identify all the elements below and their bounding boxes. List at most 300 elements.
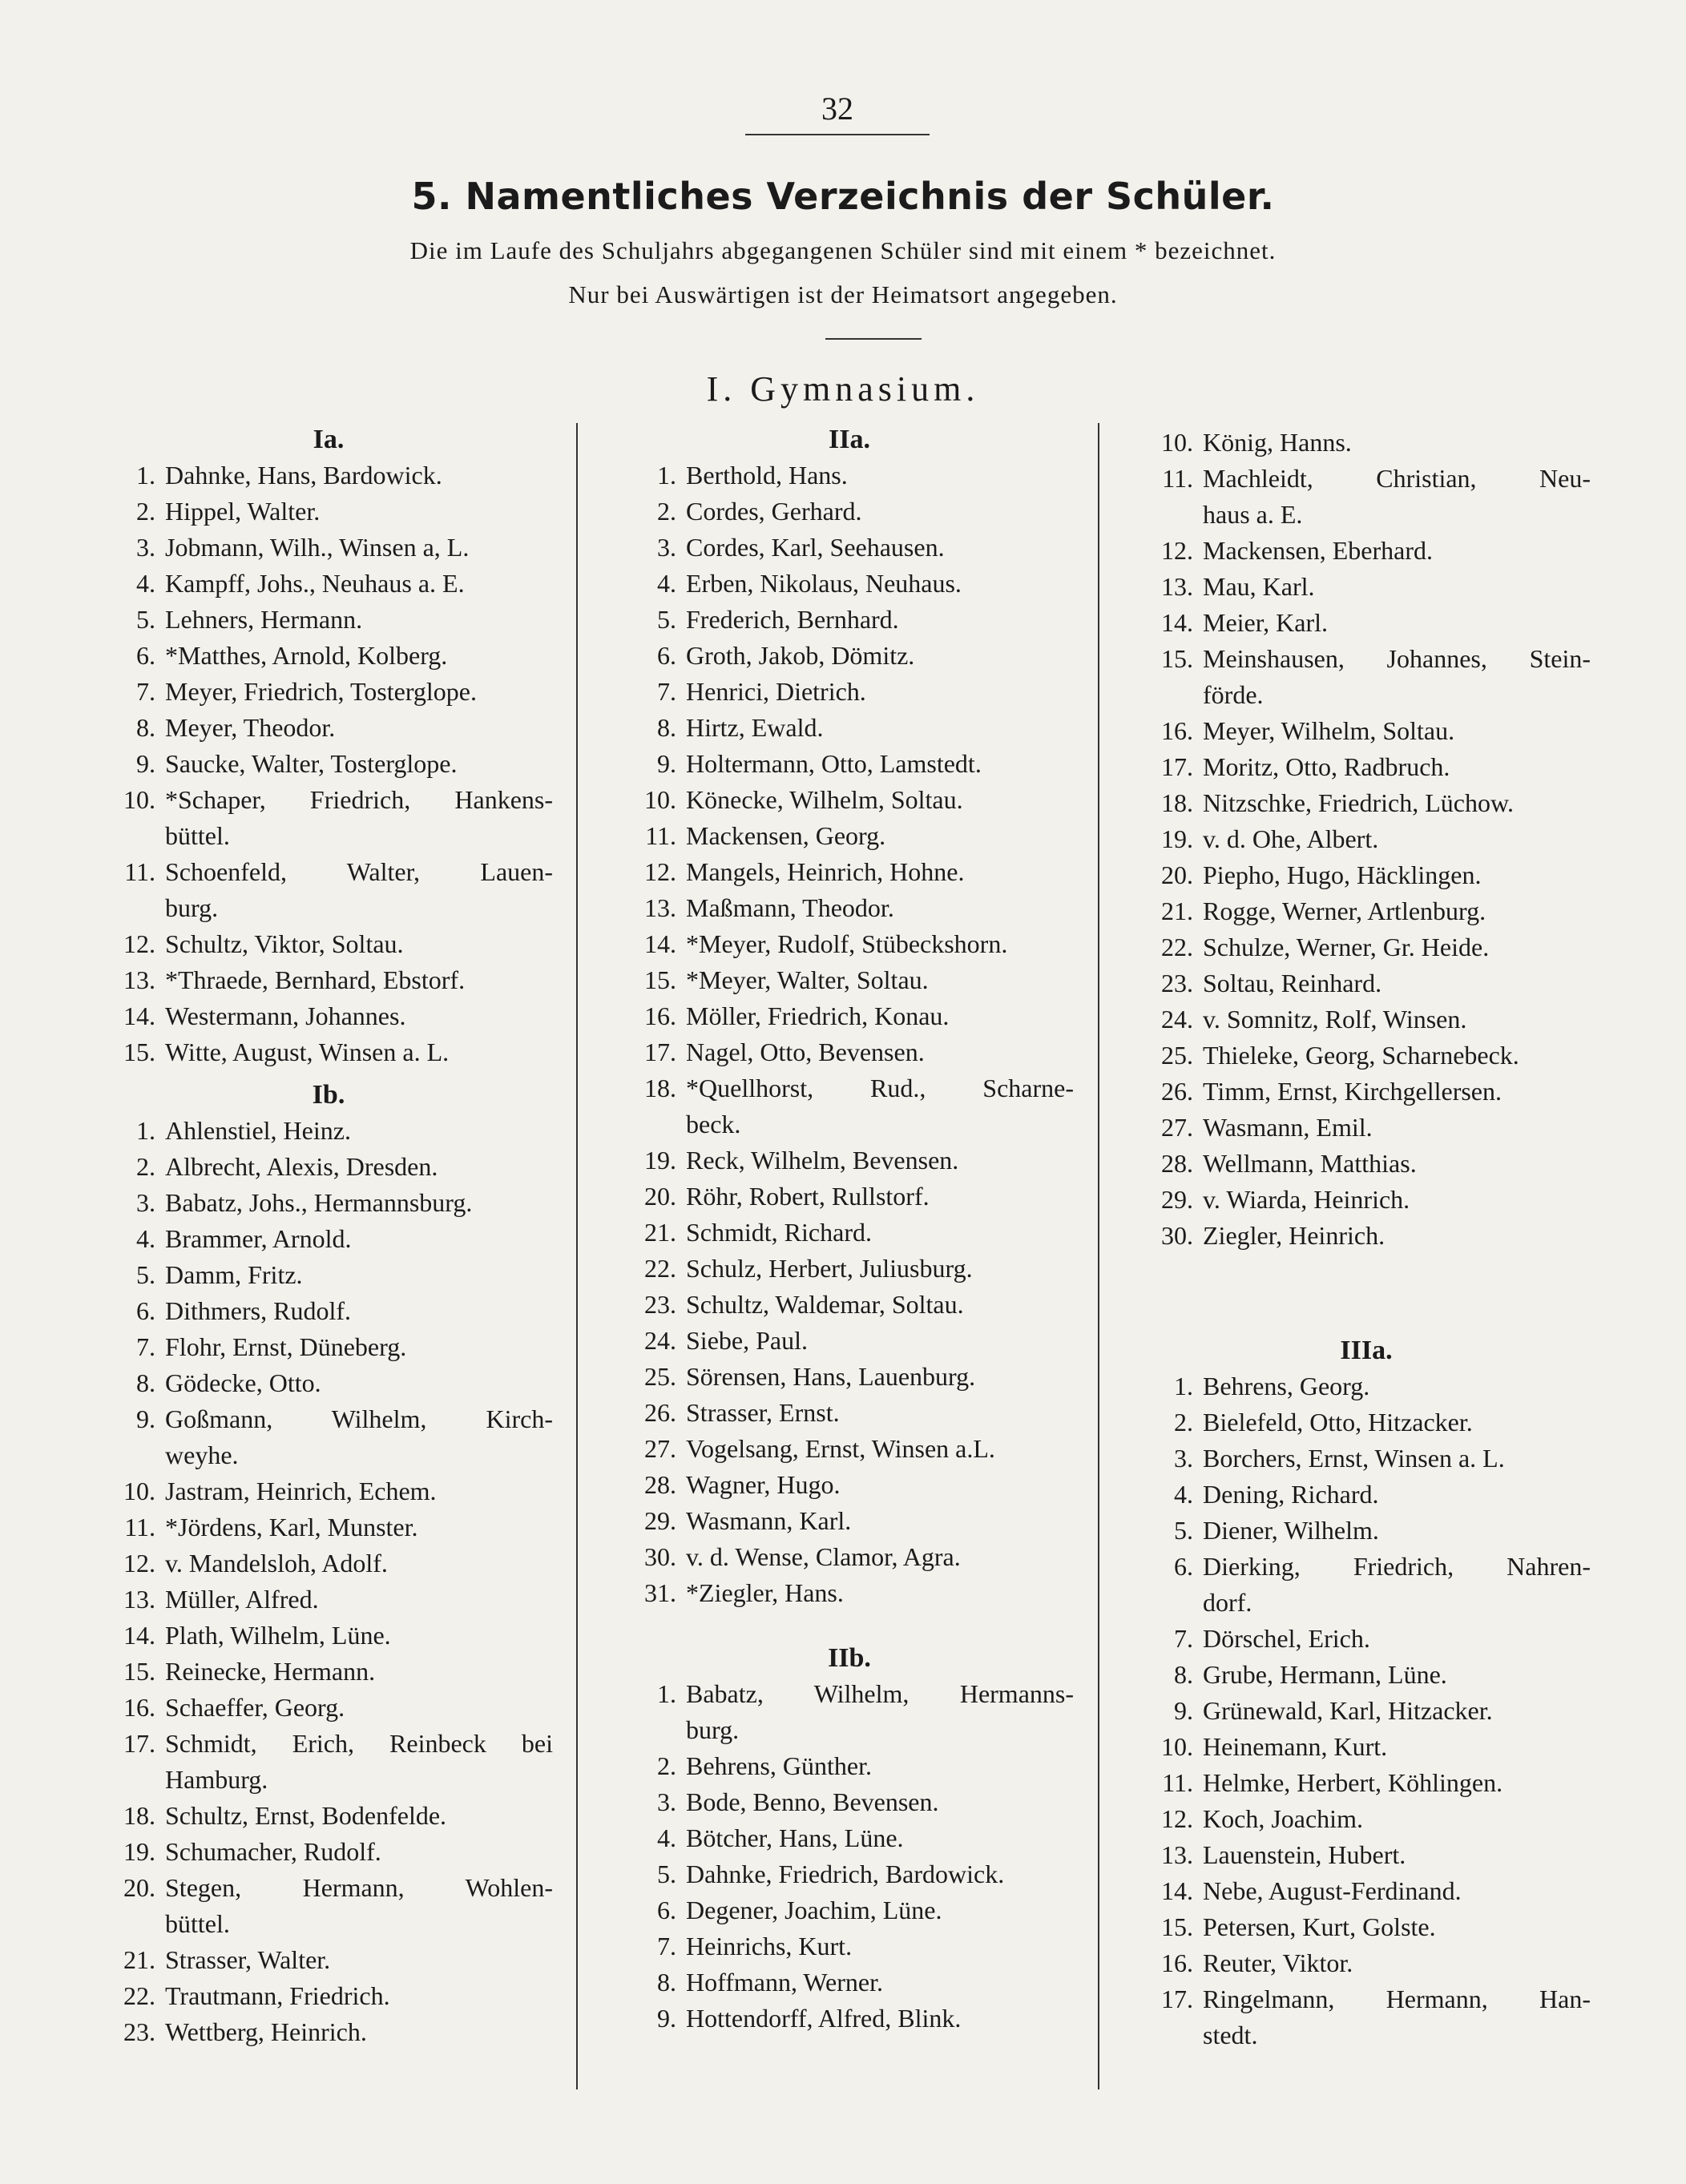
student-entry xyxy=(625,1215,1074,1251)
student-entry xyxy=(104,1293,553,1329)
student-entry xyxy=(625,2001,1074,2037)
entry-number: 13. xyxy=(1161,572,1193,601)
entry-text: Grünewald, Karl, Hitzacker. xyxy=(1203,1696,1493,1725)
entry-text: Dörschel, Erich. xyxy=(1203,1624,1370,1653)
student-entry xyxy=(104,854,553,890)
student-entry xyxy=(625,1431,1074,1467)
entry-number: 5. xyxy=(136,1260,155,1289)
entry-number: 26. xyxy=(1161,1077,1193,1106)
entry-text: Schulz, Herbert, Juliusburg. xyxy=(686,1254,973,1283)
student-entry xyxy=(104,457,553,494)
student-entry xyxy=(1142,1765,1591,1801)
student-entry xyxy=(625,710,1074,746)
entry-number: 26. xyxy=(644,1398,676,1427)
entry-text: Hirtz, Ewald. xyxy=(686,713,824,742)
student-entry xyxy=(104,602,553,638)
student-entry xyxy=(1142,569,1591,605)
entry-number: 10. xyxy=(1161,1732,1193,1761)
entry-text: Goßmann, Wilhelm, Kirch- xyxy=(165,1404,553,1433)
student-entry xyxy=(625,746,1074,782)
entry-number: 13. xyxy=(123,1585,155,1614)
entry-number: 6. xyxy=(136,641,155,670)
student-entry xyxy=(104,1978,553,2014)
entry-number: 22. xyxy=(123,1981,155,2010)
entry-number: 27. xyxy=(644,1434,676,1463)
student-entry xyxy=(625,1892,1074,1928)
entry-number: 10. xyxy=(1161,428,1193,457)
student-entry xyxy=(104,1034,553,1070)
entry-text: Timm, Ernst, Kirchgellersen. xyxy=(1203,1077,1502,1106)
student-entry xyxy=(104,746,553,782)
entry-number: 4. xyxy=(657,1823,676,1852)
student-entry xyxy=(625,1856,1074,1892)
entry-number: 4. xyxy=(1174,1480,1193,1509)
student-entry xyxy=(625,854,1074,890)
entry-text: *Meyer, Rudolf, Stübeckshorn. xyxy=(686,929,1008,958)
entry-text: Nitzschke, Friedrich, Lüchow. xyxy=(1203,788,1515,817)
entry-continuation: haus a. E. xyxy=(1203,500,1303,529)
entry-number: 25. xyxy=(644,1362,676,1391)
entry-text: Dening, Richard. xyxy=(1203,1480,1379,1509)
student-entry xyxy=(1142,425,1591,461)
class-list-iia-continued xyxy=(1142,425,1591,1254)
entry-number: 3. xyxy=(657,1787,676,1816)
section-title: I. Gymnasium. xyxy=(706,369,980,409)
entry-number: 20. xyxy=(1161,860,1193,889)
entry-number: 19. xyxy=(1161,824,1193,853)
student-entry xyxy=(625,1503,1074,1539)
entry-number: 1. xyxy=(657,1679,676,1708)
entry-number: 14. xyxy=(1161,1876,1193,1905)
entry-number: 20. xyxy=(123,1873,155,1902)
entry-text: Gödecke, Otto. xyxy=(165,1368,321,1397)
entry-number: 2. xyxy=(657,1751,676,1780)
entry-continuation: büttel. xyxy=(165,821,230,850)
student-entry xyxy=(1142,1873,1591,1909)
entry-number: 22. xyxy=(1161,933,1193,961)
entry-number: 30. xyxy=(1161,1221,1193,1250)
entry-number: 7. xyxy=(657,677,676,706)
entry-number: 6. xyxy=(657,1896,676,1924)
entry-continuation: burg. xyxy=(165,893,219,922)
entry-number: 18. xyxy=(123,1801,155,1830)
entry-text: Schoenfeld, Walter, Lauen- xyxy=(165,857,553,886)
class-heading-iia: IIa. xyxy=(829,425,870,454)
entry-text: Cordes, Gerhard. xyxy=(686,497,862,526)
entry-text: Reck, Wilhelm, Bevensen. xyxy=(686,1146,959,1175)
entry-number: 4. xyxy=(136,1224,155,1253)
entry-text: v. d. Wense, Clamor, Agra. xyxy=(686,1542,961,1571)
entry-text: Babatz, Wilhelm, Hermanns- xyxy=(686,1679,1074,1708)
entry-text: Könecke, Wilhelm, Soltau. xyxy=(686,785,963,814)
entry-text: Schmidt, Erich, Reinbeck bei xyxy=(165,1729,553,1758)
entry-number: 4. xyxy=(136,569,155,598)
entry-continuation: Hamburg. xyxy=(165,1765,268,1794)
spacer xyxy=(1142,1254,1591,1290)
entry-text: Cordes, Karl, Seehausen. xyxy=(686,533,945,562)
entry-text: Lauenstein, Hubert. xyxy=(1203,1840,1406,1869)
entry-text: Soltau, Reinhard. xyxy=(1203,969,1382,997)
entry-text: Ziegler, Heinrich. xyxy=(1203,1221,1386,1250)
class-list-iiia xyxy=(1142,1368,1591,2053)
student-entry xyxy=(1142,1404,1591,1441)
student-entry xyxy=(104,1582,553,1618)
student-entry xyxy=(104,2014,553,2050)
entry-number: 15. xyxy=(123,1038,155,1066)
entry-number: 3. xyxy=(136,533,155,562)
student-entry xyxy=(1142,965,1591,1001)
entry-text: Wettberg, Heinrich. xyxy=(165,2017,367,2046)
entry-text: Flohr, Ernst, Düneberg. xyxy=(165,1332,407,1361)
entry-text: Hoffmann, Werner. xyxy=(686,1968,883,1997)
entry-text: Schultz, Ernst, Bodenfelde. xyxy=(165,1801,447,1830)
entry-text: Ringelmann, Hermann, Han- xyxy=(1203,1985,1591,2013)
entry-text: v. d. Ohe, Albert. xyxy=(1203,824,1379,853)
entry-number: 13. xyxy=(1161,1840,1193,1869)
entry-number: 5. xyxy=(657,1860,676,1888)
entry-text: Machleidt, Christian, Neu- xyxy=(1203,464,1591,493)
entry-text: Jobmann, Wilh., Winsen a, L. xyxy=(165,533,470,562)
entry-text: Piepho, Hugo, Häcklingen. xyxy=(1203,860,1482,889)
student-entry xyxy=(625,1964,1074,2001)
student-entry xyxy=(1142,1477,1591,1513)
student-entry xyxy=(104,566,553,602)
entry-text: Helmke, Herbert, Köhlingen. xyxy=(1203,1768,1503,1797)
student-entry xyxy=(1142,533,1591,569)
entry-number: 11. xyxy=(124,857,155,886)
student-entry xyxy=(104,926,553,962)
entry-continuation: stedt. xyxy=(1203,2021,1258,2049)
student-entry xyxy=(1142,893,1591,929)
entry-number: 29. xyxy=(644,1506,676,1535)
student-entry xyxy=(625,1323,1074,1359)
student-entry xyxy=(625,962,1074,998)
student-entry xyxy=(1142,641,1591,677)
entry-text: Hottendorff, Alfred, Blink. xyxy=(686,2004,962,2033)
entry-number: 19. xyxy=(644,1146,676,1175)
class-list-iib xyxy=(625,1676,1074,2037)
student-entry xyxy=(104,1654,553,1690)
entry-number: 18. xyxy=(1161,788,1193,817)
entry-text: Heinemann, Kurt. xyxy=(1203,1732,1388,1761)
entry-text: Ahlenstiel, Heinz. xyxy=(165,1116,351,1145)
student-entry xyxy=(104,1221,553,1257)
student-entry xyxy=(104,1113,553,1149)
entry-text: Sörensen, Hans, Lauenburg. xyxy=(686,1362,976,1391)
student-entry xyxy=(1142,1001,1591,1038)
entry-number: 16. xyxy=(1161,716,1193,745)
student-entry xyxy=(1142,1729,1591,1765)
entry-text: Diener, Wilhelm. xyxy=(1203,1516,1379,1545)
entry-text: Lehners, Hermann. xyxy=(165,605,363,634)
entry-number: 9. xyxy=(1174,1696,1193,1725)
student-entry xyxy=(625,1467,1074,1503)
entry-number: 5. xyxy=(136,605,155,634)
entry-continuation: dorf. xyxy=(1203,1588,1252,1617)
student-entry xyxy=(625,1179,1074,1215)
entry-number: 18. xyxy=(644,1074,676,1102)
entry-number: 2. xyxy=(136,1152,155,1181)
entry-number: 12. xyxy=(123,1549,155,1578)
entry-text: Nagel, Otto, Bevensen. xyxy=(686,1038,925,1066)
student-entry xyxy=(104,1149,553,1185)
class-heading-iib: IIb. xyxy=(828,1643,871,1673)
entry-text: Behrens, Georg. xyxy=(1203,1372,1370,1400)
student-entry xyxy=(1142,1945,1591,1981)
entry-text: Dahnke, Friedrich, Bardowick. xyxy=(686,1860,1005,1888)
entry-number: 11. xyxy=(645,821,676,850)
entry-number: 19. xyxy=(123,1837,155,1866)
entry-number: 15. xyxy=(644,965,676,994)
student-entry xyxy=(1142,1218,1591,1254)
student-entry xyxy=(1142,1549,1591,1585)
entry-text: Groth, Jakob, Dömitz. xyxy=(686,641,915,670)
student-entry xyxy=(1142,1657,1591,1693)
entry-text: Wasmann, Emil. xyxy=(1203,1113,1373,1142)
student-entry xyxy=(1142,857,1591,893)
entry-text: Strasser, Walter. xyxy=(165,1945,331,1974)
student-entry xyxy=(1142,1909,1591,1945)
student-entry xyxy=(104,1473,553,1509)
student-entry xyxy=(625,1395,1074,1431)
student-entry xyxy=(625,1676,1074,1712)
column-1 xyxy=(104,425,553,2050)
student-entry xyxy=(104,1509,553,1545)
student-entry xyxy=(1142,1441,1591,1477)
entry-text: Strasser, Ernst. xyxy=(686,1398,840,1427)
entry-number: 12. xyxy=(1161,536,1193,565)
entry-number: 1. xyxy=(136,1116,155,1145)
student-entry xyxy=(104,530,553,566)
subtitle-note-departed: Die im Laufe des Schuljahrs abgegangenen Schüler sind mit einem * bezeichnet. xyxy=(409,236,1277,264)
entry-number: 5. xyxy=(657,605,676,634)
entry-number: 6. xyxy=(657,641,676,670)
student-entry xyxy=(104,1690,553,1726)
entry-text: Dahnke, Hans, Bardowick. xyxy=(165,461,442,490)
class-heading-ib: Ib. xyxy=(312,1080,345,1110)
entry-number: 22. xyxy=(644,1254,676,1283)
entry-text: Bötcher, Hans, Lüne. xyxy=(686,1823,904,1852)
entry-number: 10. xyxy=(644,785,676,814)
entry-text: Berthold, Hans. xyxy=(686,461,848,490)
class-heading-iiia: IIIa. xyxy=(1340,1336,1393,1365)
entry-text: Frederich, Bernhard. xyxy=(686,605,899,634)
entry-text: Siebe, Paul. xyxy=(686,1326,808,1355)
student-entry xyxy=(1142,749,1591,785)
student-entry xyxy=(1142,929,1591,965)
student-entry xyxy=(104,1798,553,1834)
student-entry xyxy=(625,782,1074,818)
student-entry xyxy=(104,1185,553,1221)
entry-number: 16. xyxy=(644,1001,676,1030)
entry-text: Moritz, Otto, Radbruch. xyxy=(1203,752,1450,781)
entry-number: 13. xyxy=(644,893,676,922)
entry-text: Westermann, Johannes. xyxy=(165,1001,406,1030)
student-entry xyxy=(625,1928,1074,1964)
entry-number: 17. xyxy=(1161,752,1193,781)
entry-text: Witte, August, Winsen a. L. xyxy=(165,1038,450,1066)
entry-number: 13. xyxy=(123,965,155,994)
entry-number: 6. xyxy=(136,1296,155,1325)
student-entry xyxy=(1142,1981,1591,2017)
entry-text: Meier, Karl. xyxy=(1203,608,1328,637)
student-entry xyxy=(104,1942,553,1978)
student-entry xyxy=(1142,1146,1591,1182)
spacer xyxy=(1142,1290,1591,1326)
entry-text: Kampff, Johs., Neuhaus a. E. xyxy=(165,569,465,598)
entry-text: Röhr, Robert, Rullstorf. xyxy=(686,1182,930,1211)
student-entry xyxy=(104,1257,553,1293)
entry-number: 15. xyxy=(1161,644,1193,673)
entry-text: Erben, Nikolaus, Neuhaus. xyxy=(686,569,962,598)
entry-number: 11. xyxy=(1162,464,1193,493)
student-entry xyxy=(104,1870,553,1906)
entry-continuation: weyhe. xyxy=(165,1441,239,1469)
student-entry xyxy=(1142,713,1591,749)
entry-number: 9. xyxy=(657,749,676,778)
entry-text: *Thraede, Bernhard, Ebstorf. xyxy=(165,965,466,994)
title-rule xyxy=(825,338,922,340)
entry-number: 15. xyxy=(1161,1912,1193,1941)
entry-text: *Matthes, Arnold, Kolberg. xyxy=(165,641,448,670)
entry-number: 8. xyxy=(136,1368,155,1397)
entry-number: 3. xyxy=(136,1188,155,1217)
entry-number: 14. xyxy=(644,929,676,958)
subtitle-note-hometown: Nur bei Auswärtigen ist der Heimatsort angegeben. xyxy=(568,280,1118,308)
student-entry xyxy=(625,602,1074,638)
student-entry xyxy=(1142,785,1591,821)
entry-number: 16. xyxy=(1161,1948,1193,1977)
student-entry xyxy=(625,494,1074,530)
student-entry xyxy=(1142,1693,1591,1729)
entry-text: Reuter, Viktor. xyxy=(1203,1948,1353,1977)
entry-number: 8. xyxy=(136,713,155,742)
entry-text: v. Mandelsloh, Adolf. xyxy=(165,1549,388,1578)
entry-text: Maßmann, Theodor. xyxy=(686,893,894,922)
entry-number: 27. xyxy=(1161,1113,1193,1142)
entry-number: 10. xyxy=(123,1477,155,1505)
student-entry xyxy=(625,566,1074,602)
entry-text: Heinrichs, Kurt. xyxy=(686,1932,853,1960)
entry-number: 4. xyxy=(657,569,676,598)
entry-number: 28. xyxy=(644,1470,676,1499)
entry-number: 11. xyxy=(124,1513,155,1541)
entry-continuation: burg. xyxy=(686,1715,740,1744)
entry-text: Hippel, Walter. xyxy=(165,497,321,526)
entry-number: 14. xyxy=(123,1621,155,1650)
entry-text: Bode, Benno, Bevensen. xyxy=(686,1787,939,1816)
entry-number: 3. xyxy=(1174,1444,1193,1473)
student-entry xyxy=(625,1251,1074,1287)
entry-number: 9. xyxy=(136,749,155,778)
student-entry xyxy=(625,1034,1074,1070)
entry-number: 10. xyxy=(123,785,155,814)
column-3 xyxy=(1142,425,1591,2053)
entry-text: Schulze, Werner, Gr. Heide. xyxy=(1203,933,1490,961)
column-divider-1 xyxy=(576,423,578,2089)
entry-number: 23. xyxy=(644,1290,676,1319)
entry-text: Damm, Fritz. xyxy=(165,1260,303,1289)
entry-text: Bielefeld, Otto, Hitzacker. xyxy=(1203,1408,1473,1437)
entry-number: 14. xyxy=(123,1001,155,1030)
entry-text: Jastram, Heinrich, Echem. xyxy=(165,1477,437,1505)
entry-number: 2. xyxy=(1174,1408,1193,1437)
entry-text: Degener, Joachim, Lüne. xyxy=(686,1896,942,1924)
student-entry xyxy=(1142,1801,1591,1837)
entry-text: Schmidt, Richard. xyxy=(686,1218,872,1247)
entry-text: Dithmers, Rudolf. xyxy=(165,1296,351,1325)
entry-number: 5. xyxy=(1174,1516,1193,1545)
entry-number: 1. xyxy=(1174,1372,1193,1400)
entry-text: Mackensen, Georg. xyxy=(686,821,886,850)
student-entry xyxy=(1142,821,1591,857)
entry-text: Nebe, August-Ferdinand. xyxy=(1203,1876,1462,1905)
student-entry xyxy=(1142,1038,1591,1074)
entry-text: Mau, Karl. xyxy=(1203,572,1315,601)
entry-number: 21. xyxy=(644,1218,676,1247)
page-number: 32 xyxy=(745,90,930,135)
class-list-ib xyxy=(104,1113,553,2050)
entry-number: 23. xyxy=(1161,969,1193,997)
entry-text: Möller, Friedrich, Konau. xyxy=(686,1001,950,1030)
class-heading-ia: Ia. xyxy=(313,425,345,454)
entry-number: 1. xyxy=(657,461,676,490)
student-entry xyxy=(1142,1837,1591,1873)
entry-text: Plath, Wilhelm, Lüne. xyxy=(165,1621,391,1650)
student-entry xyxy=(625,1287,1074,1323)
entry-text: Saucke, Walter, Tosterglope. xyxy=(165,749,458,778)
entry-continuation: förde. xyxy=(1203,680,1264,709)
page-title: 5. Namentliches Verzeichnis der Schüler. xyxy=(411,175,1275,218)
entry-number: 30. xyxy=(644,1542,676,1571)
student-entry xyxy=(104,1401,553,1437)
entry-text: Albrecht, Alexis, Dresden. xyxy=(165,1152,438,1181)
entry-number: 24. xyxy=(644,1326,676,1355)
student-entry xyxy=(625,1359,1074,1395)
entry-number: 17. xyxy=(644,1038,676,1066)
entry-text: Schultz, Waldemar, Soltau. xyxy=(686,1290,964,1319)
entry-text: Rogge, Werner, Artlenburg. xyxy=(1203,897,1486,925)
student-entry xyxy=(104,1365,553,1401)
entry-number: 12. xyxy=(123,929,155,958)
class-list-iia xyxy=(625,457,1074,1611)
entry-number: 17. xyxy=(123,1729,155,1758)
entry-text: Meyer, Friedrich, Tosterglope. xyxy=(165,677,477,706)
student-entry xyxy=(625,926,1074,962)
entry-number: 8. xyxy=(1174,1660,1193,1689)
student-entry xyxy=(104,998,553,1034)
student-entry xyxy=(625,638,1074,674)
student-entry xyxy=(104,494,553,530)
entry-text: Babatz, Johs., Hermannsburg. xyxy=(165,1188,473,1217)
entry-text: *Jördens, Karl, Munster. xyxy=(165,1513,418,1541)
student-entry xyxy=(1142,461,1591,497)
entry-text: Koch, Joachim. xyxy=(1203,1804,1363,1833)
entry-text: Vogelsang, Ernst, Winsen a.L. xyxy=(686,1434,995,1463)
student-entry xyxy=(104,1329,553,1365)
entry-text: Müller, Alfred. xyxy=(165,1585,319,1614)
entry-text: Wagner, Hugo. xyxy=(686,1470,841,1499)
entry-number: 23. xyxy=(123,2017,155,2046)
entry-text: Dierking, Friedrich, Nahren- xyxy=(1203,1552,1591,1581)
student-entry xyxy=(1142,605,1591,641)
entry-number: 11. xyxy=(1162,1768,1193,1797)
entry-text: Stegen, Hermann, Wohlen- xyxy=(165,1873,553,1902)
entry-text: Petersen, Kurt, Golste. xyxy=(1203,1912,1436,1941)
entry-continuation: büttel. xyxy=(165,1909,230,1938)
entry-text: Mangels, Heinrich, Hohne. xyxy=(686,857,965,886)
student-entry xyxy=(625,457,1074,494)
